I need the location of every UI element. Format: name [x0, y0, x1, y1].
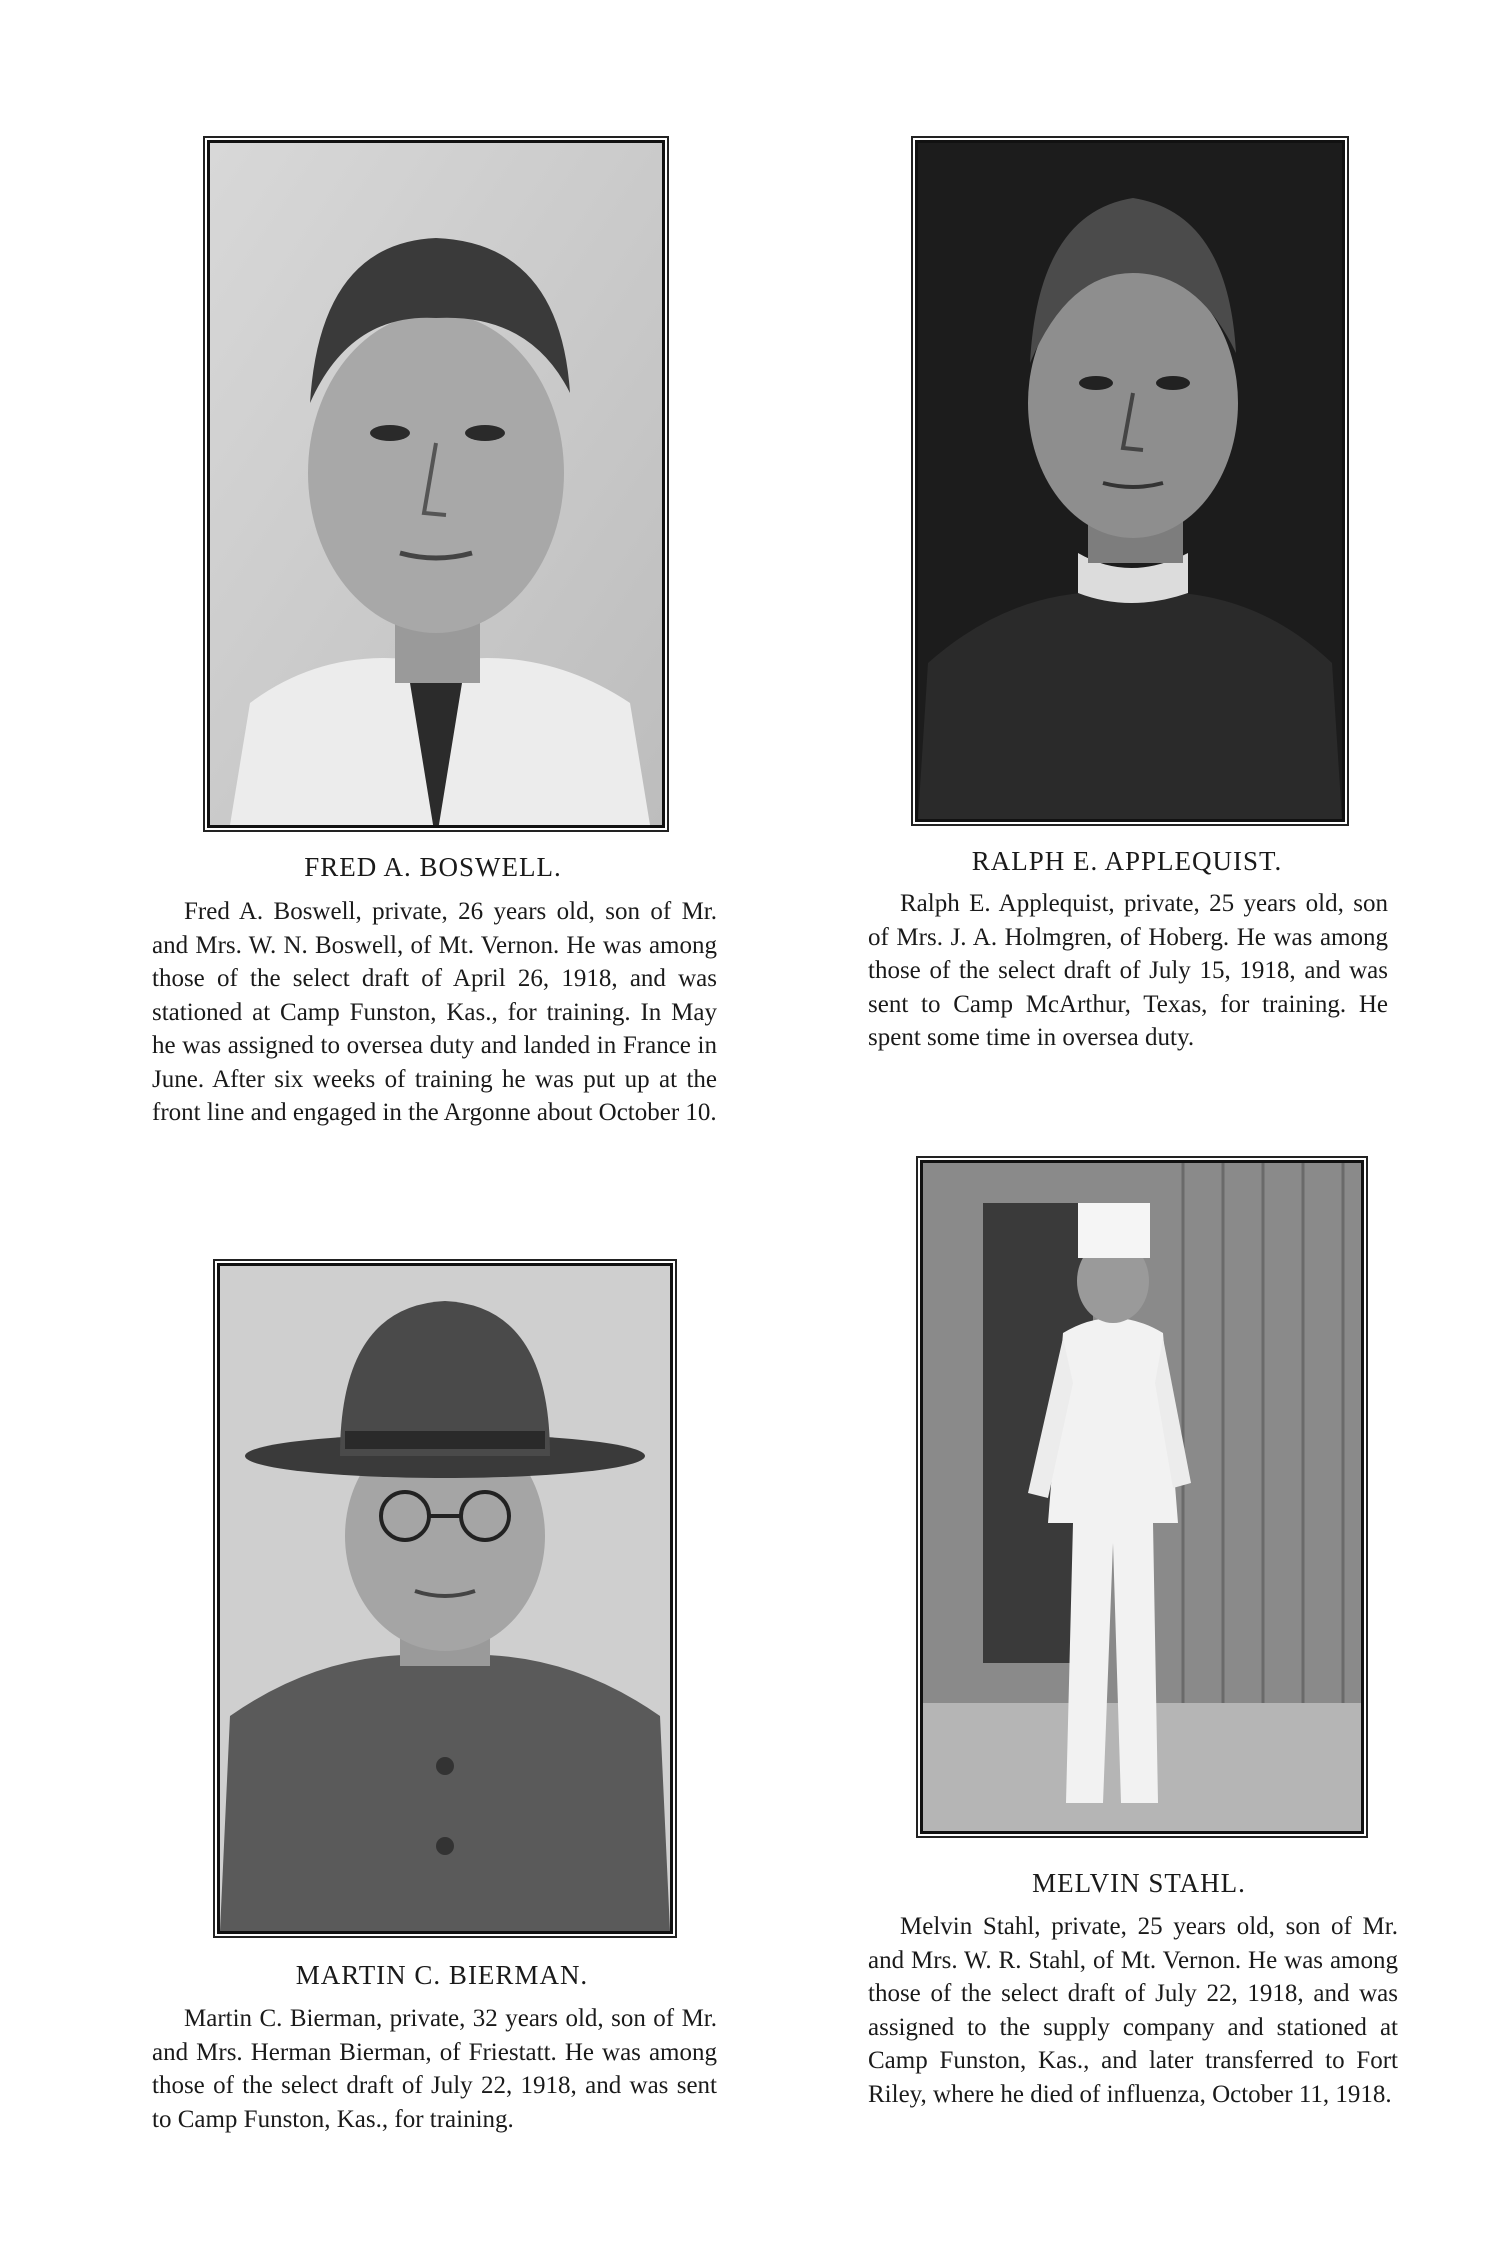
entry-name: FRED A. BOSWELL.: [304, 852, 562, 882]
portrait-photo-bierman: [217, 1263, 673, 1934]
entry-name: MELVIN STAHL.: [1032, 1868, 1246, 1898]
entry-biography: Melvin Stahl, private, 25 years old, son of Mr. and Mrs. W. R. Stahl, of Mt. Vernon. He was among those of the select draft of July 22, 1918, and was assigned to the supply company and stationed at Camp Funston, Kas., and later transferred to Fort Riley, where he died of influenza, October 11, 1918.: [868, 1913, 1398, 2108]
entry-name: RALPH E. APPLEQUIST.: [971, 846, 1283, 876]
entry-name: MARTIN C. BIERMAN.: [295, 1960, 589, 1990]
portrait-photo-stahl: [920, 1160, 1364, 1834]
portrait-photo-applequist: [915, 140, 1345, 822]
entry-biography: Martin C. Bierman, private, 32 years old, son of Mr. and Mrs. Herman Bierman, of Friestatt. He was among those of the select draft of July 22, 1918, and was sent to Camp Funston, Kas., for training.: [152, 2005, 717, 2133]
entry-biography: Fred A. Boswell, private, 26 years old, son of Mr. and Mrs. W. N. Boswell, of Mt. Vernon. He was among those of the select draft of April 26, 1918, and was stationed at Camp Funston, Kas., for training. In May he was assigned to oversea duty and landed in France in June. After six weeks of training he was put up at the front line and engaged in the Argonne about October 10.: [152, 898, 717, 1126]
entry-biography: Ralph E. Applequist, private, 25 years old, son of Mrs. J. A. Holmgren, of Hoberg. He was among those of the select draft of July 15, 1918, and was sent to Camp McArthur, Texas, for training. He spent some time in oversea duty.: [868, 890, 1388, 1051]
portrait-photo-boswell: [207, 140, 665, 828]
